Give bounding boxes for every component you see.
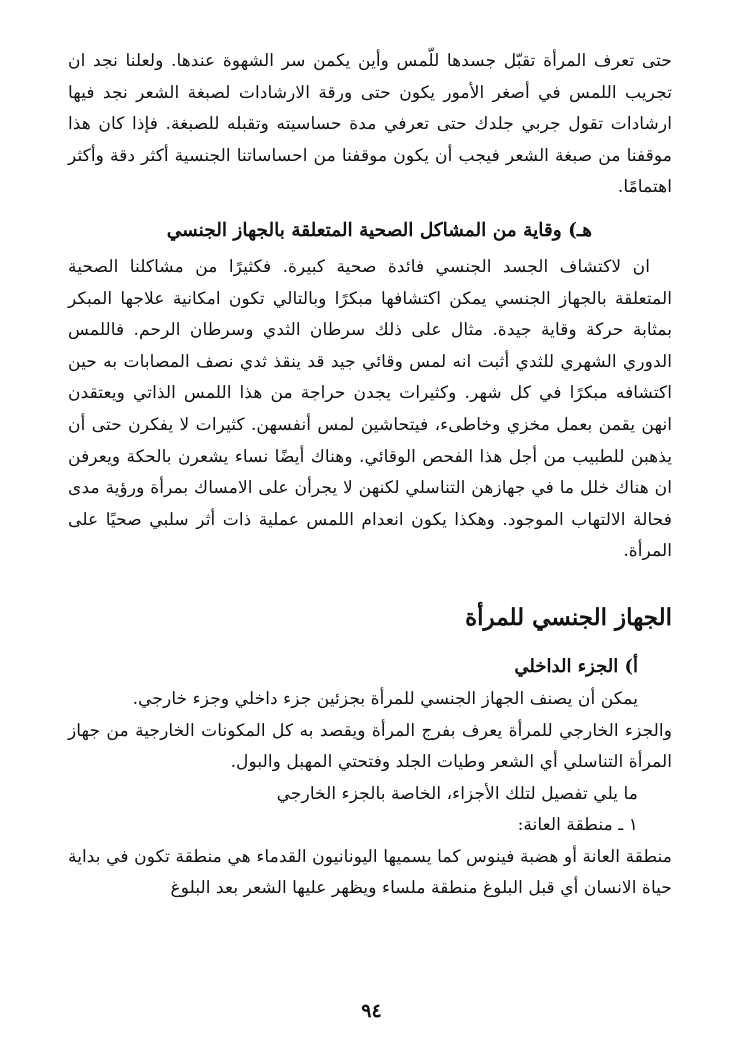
paragraph-prevention: ان لاكتشاف الجسد الجنسي فائدة صحية كبيرة. فكثيرًا من مشاكلنا الصحية المتعلقة بالجهاز الجنسي يمكن اكتشافها مبكرًا وبالتالي تكون امكانية علاجها المبكر بمثابة حركة وقاية جيدة. مثال على ذلك سرطان الثدي وسرطان الرحم. فاللمس الدوري الشهري للثدي أثبت انه لمس وقائي جيد قد ينقذ ثدي نصف المصابات به حين اكتشافه مبكرًا في كل شهر. وكثيرات يجدن حراجة من هذا اللمس الذاتي ويعتقدن انهن يقمن بعمل مخزي وخاطىء، فيتحاشين لمس أنفسهن. كثيرات لا يفكرن حتى أن يذهبن للطبيب من أجل هذا الفحص الوقائي. وهناك أيضًا نساء يشعرن بالحكة ويعرفن ان هناك خلل ما في جهازهن التناسلي لكنهن لا يجرأن على الامساك بمرأة ورؤية مدى فحالة الالتهاب الموجود. وهكذا يكون انعدام اللمس عملية ذات أثر سلبي صحيًا على المرأة. [68,256,672,562]
chapter-heading: الجهاز الجنسي للمرأة [465,603,672,631]
text-line-classification: يمكن أن يصنف الجهاز الجنسي للمرأة بجزئين جزء داخلي وجزء خارجي. [132,688,638,709]
paragraph-pubic-region: منطقة العانة أو هضبة فينوس كما يسميها اليونانيون القدماء هي منطقة تكون في بداية حياة الانسان أي قبل البلوغ منطقة ملساء ويظهر عليها الشعر بعد البلوغ [68,846,672,899]
page-number: ٩٤ [361,1000,382,1022]
list-item-pubic-region: ١ ـ منطقة العانة: [517,815,638,836]
section-heading: هـ) وقاية من المشاكل الصحية المتعلقة بالجهاز الجنسي [166,219,592,241]
sub-heading-internal-part: أ) الجزء الداخلي [514,655,638,677]
paragraph-intro: حتى تعرف المرأة تقبّل جسدها للّمس وأين يكمن سر الشهوة عندها. ولعلنا نجد ان تجريب اللمس في أصغر الأمور يكون حتى ورقة الارشادات لصبغة الشعر نجد فيها ارشادات تقول جربي جلدك حتى تعرفي مدة حساسيته وتقبله للصبغة. فإذا كان هذا موقفنا من صبغة الشعر فيجب أن يكون موقفنا من احساساتنا الجنسية أكثر دقة وأكثر اهتمامًا. [68,51,672,198]
text-line-external-part: والجزء الخارجي للمرأة يعرف بفرج المرأة ويقصد به كل المكونات الخارجية من جهاز المرأة التناسلي أي الشعر وطيات الجلد وفتحتي المهبل والبول. [68,720,672,773]
text-line-details-intro: ما يلي تفصيل لتلك الأجزاء، الخاصة بالجزء الخارجي [276,783,638,804]
page-body [68,46,672,905]
